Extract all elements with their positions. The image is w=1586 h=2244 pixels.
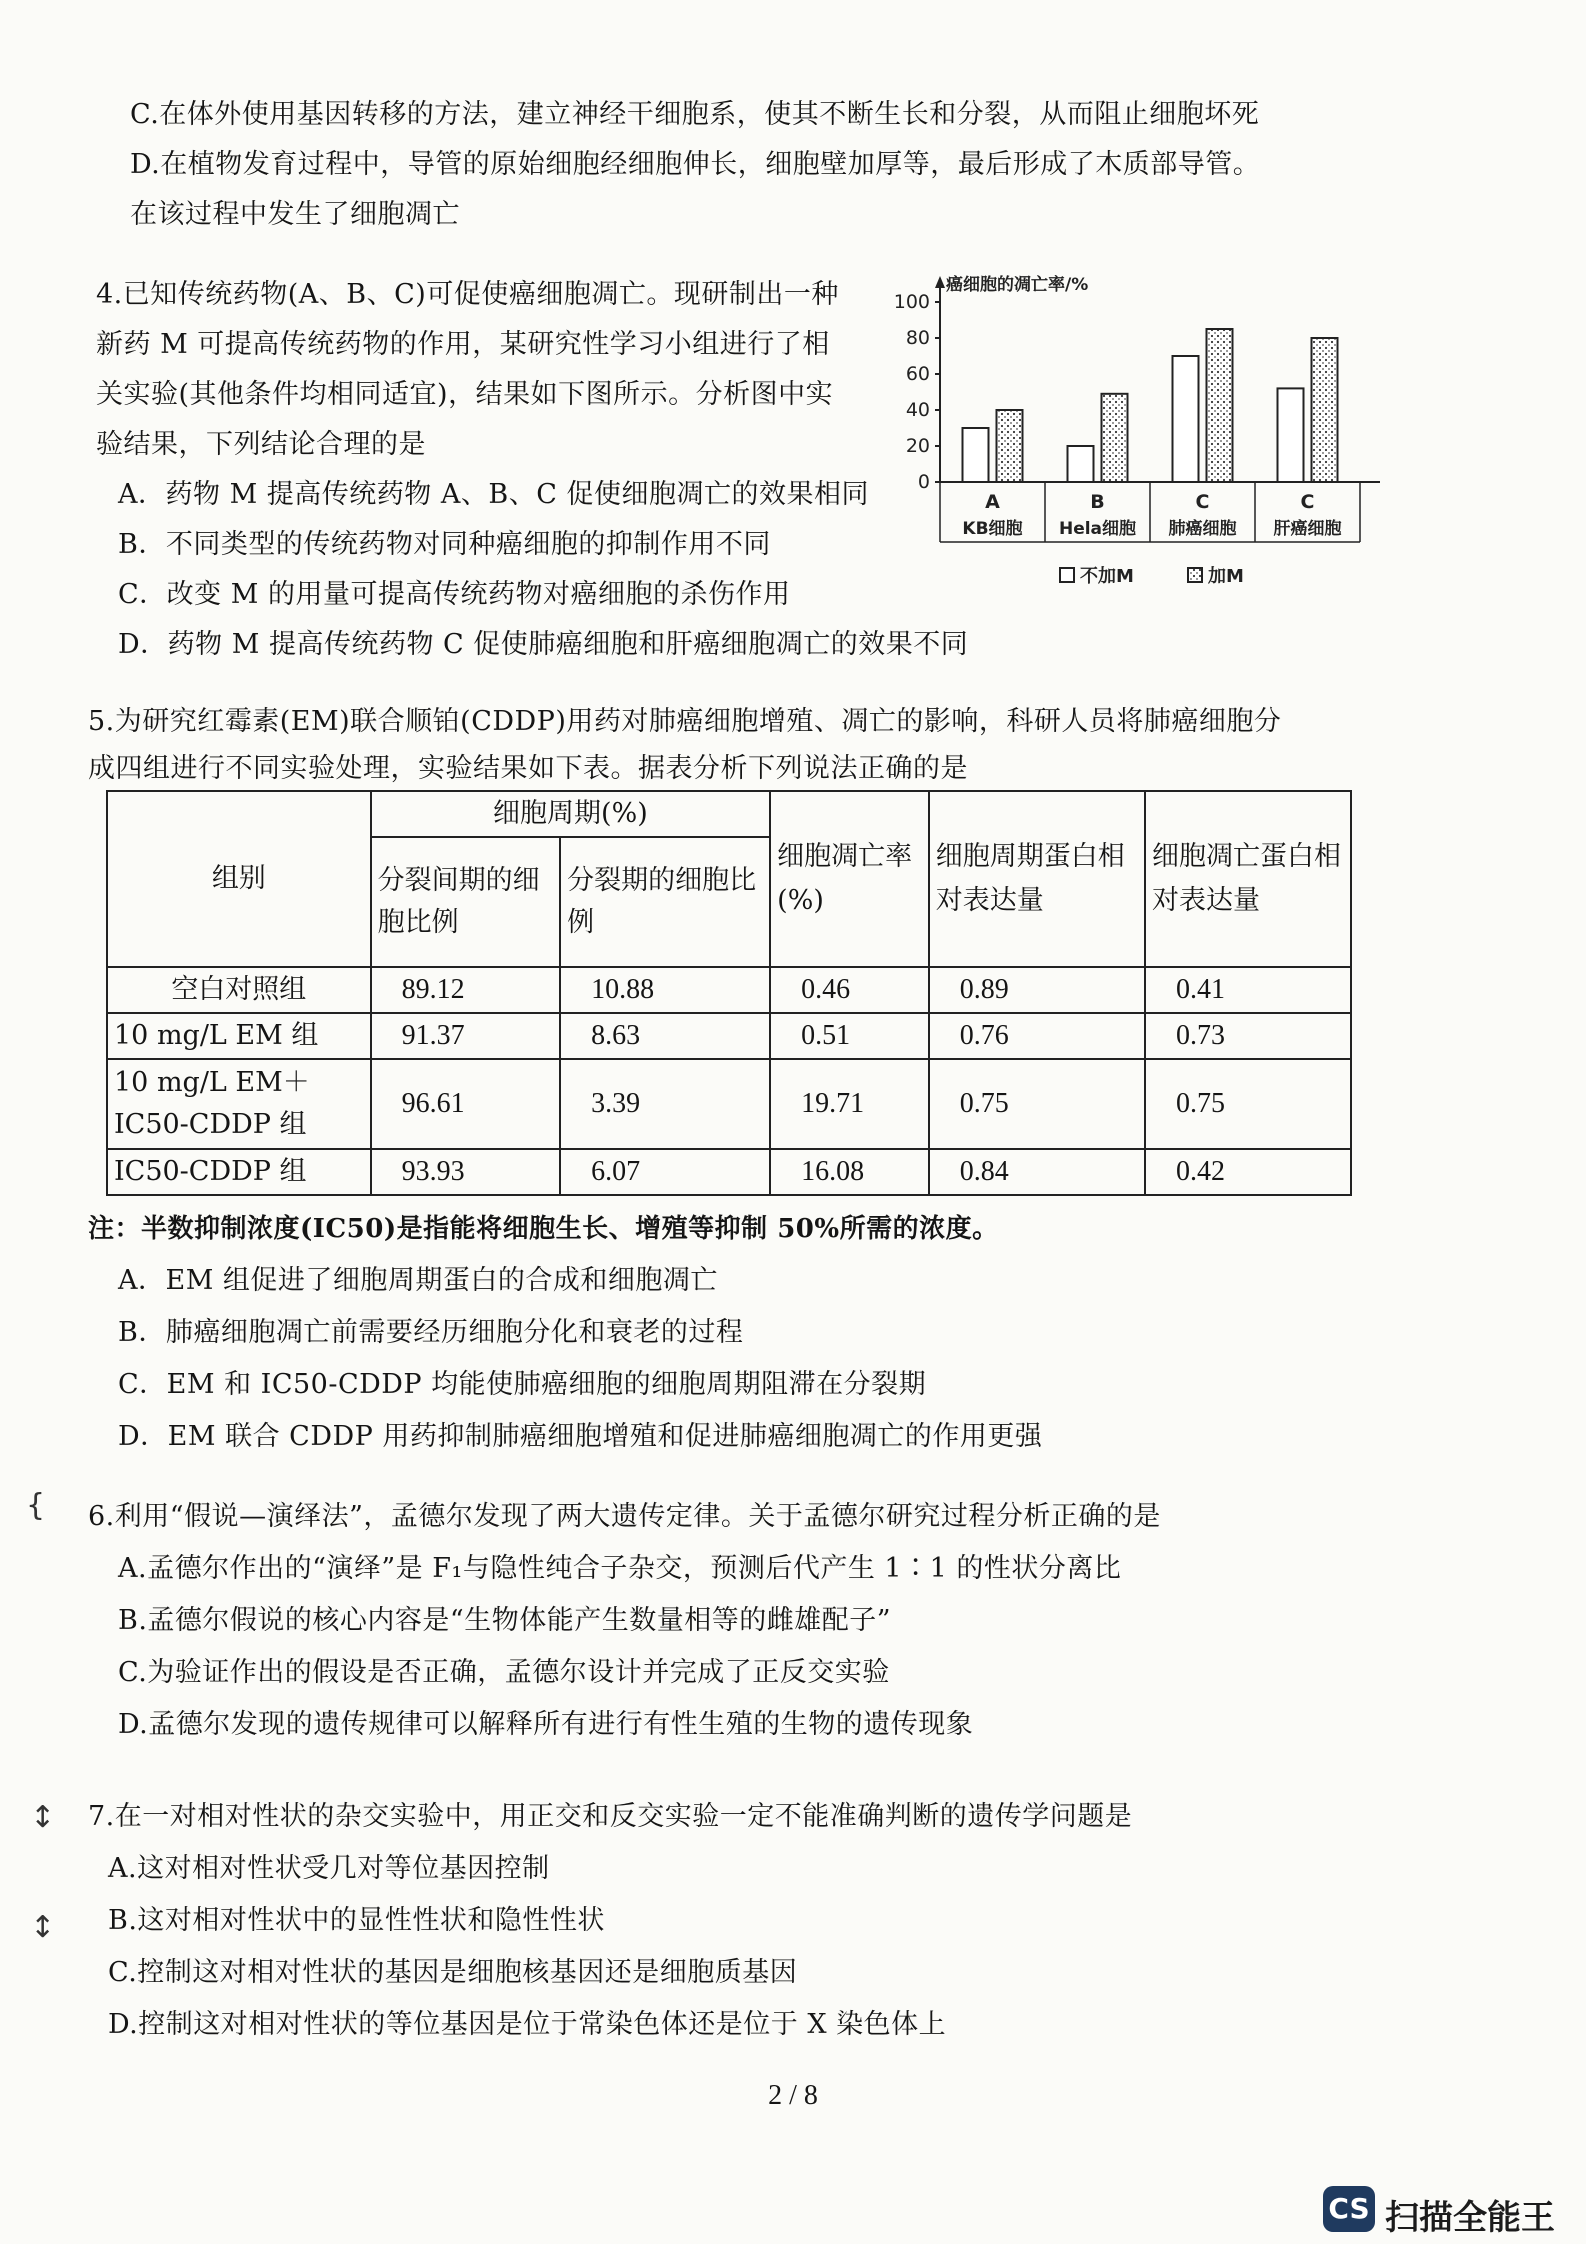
row-cycle-protein: 0.76 xyxy=(929,1013,1145,1059)
legend-swatch-no-m xyxy=(1060,568,1074,582)
row-mitosis: 3.39 xyxy=(560,1059,770,1149)
row-apoptosis: 16.08 xyxy=(770,1149,929,1195)
header-apoptosis-protein: 细胞凋亡蛋白相对表达量 xyxy=(1145,791,1351,967)
header-group: 组别 xyxy=(107,791,371,967)
q4-stem-line4: 验结果，下列结论合理的是 xyxy=(96,429,426,460)
row-apoptosis: 19.71 xyxy=(770,1059,929,1149)
row-cycle-protein: 0.89 xyxy=(929,967,1145,1013)
category-drug-label: C xyxy=(1300,491,1315,513)
margin-pencil-mark: ↕ xyxy=(30,1800,56,1835)
y-tick-label: 0 xyxy=(917,471,930,493)
apoptosis-bar-chart xyxy=(880,262,1380,612)
q5-option-c: C．EM 和 IC50-CDDP 均能使肺癌细胞的细胞周期阻滞在分裂期 xyxy=(118,1369,927,1400)
row-interphase: 93.93 xyxy=(371,1149,560,1195)
row-cycle-protein: 0.75 xyxy=(929,1059,1145,1149)
q4-option-d: D．药物 M 提高传统药物 C 促使肺癌细胞和肝癌细胞凋亡的效果不同 xyxy=(118,629,969,660)
row-apoptosis: 0.46 xyxy=(770,967,929,1013)
q3-option-d-line2: 在该过程中发生了细胞凋亡 xyxy=(130,199,460,230)
bar-no-m xyxy=(1068,446,1094,482)
row-group: 10 mg/L EM＋IC50-CDDP 组 xyxy=(107,1059,371,1149)
q7-option-c: C.控制这对相对性状的基因是细胞核基因还是细胞质基因 xyxy=(108,1957,798,1988)
row-apoptosis: 0.51 xyxy=(770,1013,929,1059)
q4-stem-line1: 4.已知传统药物(A、B、C)可促使癌细胞凋亡。现研制出一种 xyxy=(96,279,839,310)
row-apoptosis-protein: 0.41 xyxy=(1145,967,1351,1013)
q3-option-d-line1: D.在植物发育过程中，导管的原始细胞经细胞伸长，细胞壁加厚等，最后形成了木质部导管。 xyxy=(130,149,1261,180)
header-cycle: 细胞周期(%) xyxy=(371,791,771,837)
row-mitosis: 6.07 xyxy=(560,1149,770,1195)
q5-note: 注：半数抑制浓度(IC50)是指能将细胞生长、增殖等抑制 50%所需的浓度。 xyxy=(88,1214,999,1244)
category-cell-label: KB细胞 xyxy=(962,519,1023,539)
table-row xyxy=(107,1149,1351,1195)
bar-with-m xyxy=(1312,338,1338,482)
q4-option-c: C．改变 M 的用量可提高传统药物对癌细胞的杀伤作用 xyxy=(118,579,791,610)
q6-option-b: B.孟德尔假说的核心内容是“生物体能产生数量相等的雌雄配子” xyxy=(118,1605,892,1636)
category-drug-label: C xyxy=(1195,491,1210,513)
q7-stem: 7.在一对相对性状的杂交实验中，用正交和反交实验一定不能准确判断的遗传学问题是 xyxy=(88,1801,1133,1832)
y-tick-label: 40 xyxy=(905,399,930,421)
category-cell-label: 肺癌细胞 xyxy=(1168,519,1237,539)
row-group: IC50-CDDP 组 xyxy=(107,1149,371,1195)
y-tick-label: 80 xyxy=(905,327,930,349)
q4-stem-line2: 新药 M 可提高传统药物的作用，某研究性学习小组进行了相 xyxy=(96,329,830,360)
bar-no-m xyxy=(1278,388,1304,482)
row-mitosis: 8.63 xyxy=(560,1013,770,1059)
q5-option-b: B．肺癌细胞凋亡前需要经历细胞分化和衰老的过程 xyxy=(118,1317,744,1348)
row-apoptosis-protein: 0.73 xyxy=(1145,1013,1351,1059)
table-row xyxy=(107,967,1351,1013)
category-drug-label: B xyxy=(1090,491,1105,513)
row-apoptosis-protein: 0.75 xyxy=(1145,1059,1351,1149)
q6-option-c: C.为验证作出的假设是否正确，孟德尔设计并完成了正反交实验 xyxy=(118,1657,890,1688)
bar-with-m xyxy=(1102,394,1128,482)
legend-swatch-with-m xyxy=(1188,568,1202,582)
category-cell-label: Hela细胞 xyxy=(1058,519,1137,539)
q7-option-a: A.这对相对性状受几对等位基因控制 xyxy=(108,1853,550,1884)
q4-option-b: B．不同类型的传统药物对同种癌细胞的抑制作用不同 xyxy=(118,529,771,560)
row-group: 空白对照组 xyxy=(107,967,371,1013)
category-drug-label: A xyxy=(985,491,1000,513)
experiment-table xyxy=(106,790,1352,1196)
y-tick-label: 100 xyxy=(893,291,930,313)
header-cycle-protein: 细胞周期蛋白相对表达量 xyxy=(929,791,1145,967)
legend-label-with-m: 加M xyxy=(1208,566,1244,587)
q5-stem-line2: 成四组进行不同实验处理，实验结果如下表。据表分析下列说法正确的是 xyxy=(88,753,968,784)
row-interphase: 96.61 xyxy=(371,1059,560,1149)
q5-option-d: D．EM 联合 CDDP 用药抑制肺癌细胞增殖和促进肺癌细胞凋亡的作用更强 xyxy=(118,1421,1043,1452)
q5-stem-line1: 5.为研究红霉素(EM)联合顺铂(CDDP)用药对肺癌细胞增殖、凋亡的影响，科研人员将肺癌细胞分 xyxy=(88,706,1282,737)
q4-stem-line3: 关实验(其他条件均相同适宜)，结果如下图所示。分析图中实 xyxy=(96,379,834,410)
header-interphase: 分裂间期的细胞比例 xyxy=(371,837,560,967)
q6-option-d: D.孟德尔发现的遗传规律可以解释所有进行有性生殖的生物的遗传现象 xyxy=(118,1709,974,1740)
q6-stem: 6.利用“假说—演绎法”，孟德尔发现了两大遗传定律。关于孟德尔研究过程分析正确的是 xyxy=(88,1501,1161,1532)
camscanner-logo: CS xyxy=(1323,2186,1375,2232)
header-mitosis: 分裂期的细胞比例 xyxy=(560,837,770,967)
q5-option-a: A．EM 组促进了细胞周期蛋白的合成和细胞凋亡 xyxy=(118,1265,718,1296)
row-apoptosis-protein: 0.42 xyxy=(1145,1149,1351,1195)
q7-option-d: D.控制这对相对性状的等位基因是位于常染色体还是位于 X 染色体上 xyxy=(108,2009,947,2040)
q3-option-c: C.在体外使用基因转移的方法，建立神经干细胞系，使其不断生长和分裂，从而阻止细胞坏死 xyxy=(130,99,1260,130)
bar-with-m xyxy=(1207,329,1233,482)
bar-no-m xyxy=(1173,356,1199,482)
y-axis-arrow xyxy=(935,276,945,288)
legend-label-no-m: 不加M xyxy=(1080,566,1134,587)
row-interphase: 91.37 xyxy=(371,1013,560,1059)
header-apoptosis: 细胞凋亡率(%) xyxy=(770,791,929,967)
q6-option-a: A.孟德尔作出的“演绎”是 F₁与隐性纯合子杂交，预测后代产生 1∶1 的性状分离比 xyxy=(118,1553,1122,1584)
margin-pencil-mark: { xyxy=(26,1488,46,1523)
page-number: 2 / 8 xyxy=(768,2080,818,2111)
q7-option-b: B.这对相对性状中的显性性状和隐性性状 xyxy=(108,1905,605,1936)
margin-pencil-mark: ↕ xyxy=(30,1910,56,1945)
row-group: 10 mg/L EM 组 xyxy=(107,1013,371,1059)
category-cell-label: 肝癌细胞 xyxy=(1273,519,1342,539)
y-axis-label: 癌细胞的凋亡率/% xyxy=(946,275,1089,295)
q4-option-a: A．药物 M 提高传统药物 A、B、C 促使细胞凋亡的效果相同 xyxy=(118,479,869,510)
row-mitosis: 10.88 xyxy=(560,967,770,1013)
table-row xyxy=(107,1059,1351,1149)
camscanner-watermark: 扫描全能王 xyxy=(1385,2198,1555,2238)
y-tick-label: 60 xyxy=(905,363,930,385)
y-tick-label: 20 xyxy=(905,435,930,457)
row-cycle-protein: 0.84 xyxy=(929,1149,1145,1195)
row-interphase: 89.12 xyxy=(371,967,560,1013)
table-row xyxy=(107,1013,1351,1059)
bar-no-m xyxy=(963,428,989,482)
bar-with-m xyxy=(997,410,1023,482)
